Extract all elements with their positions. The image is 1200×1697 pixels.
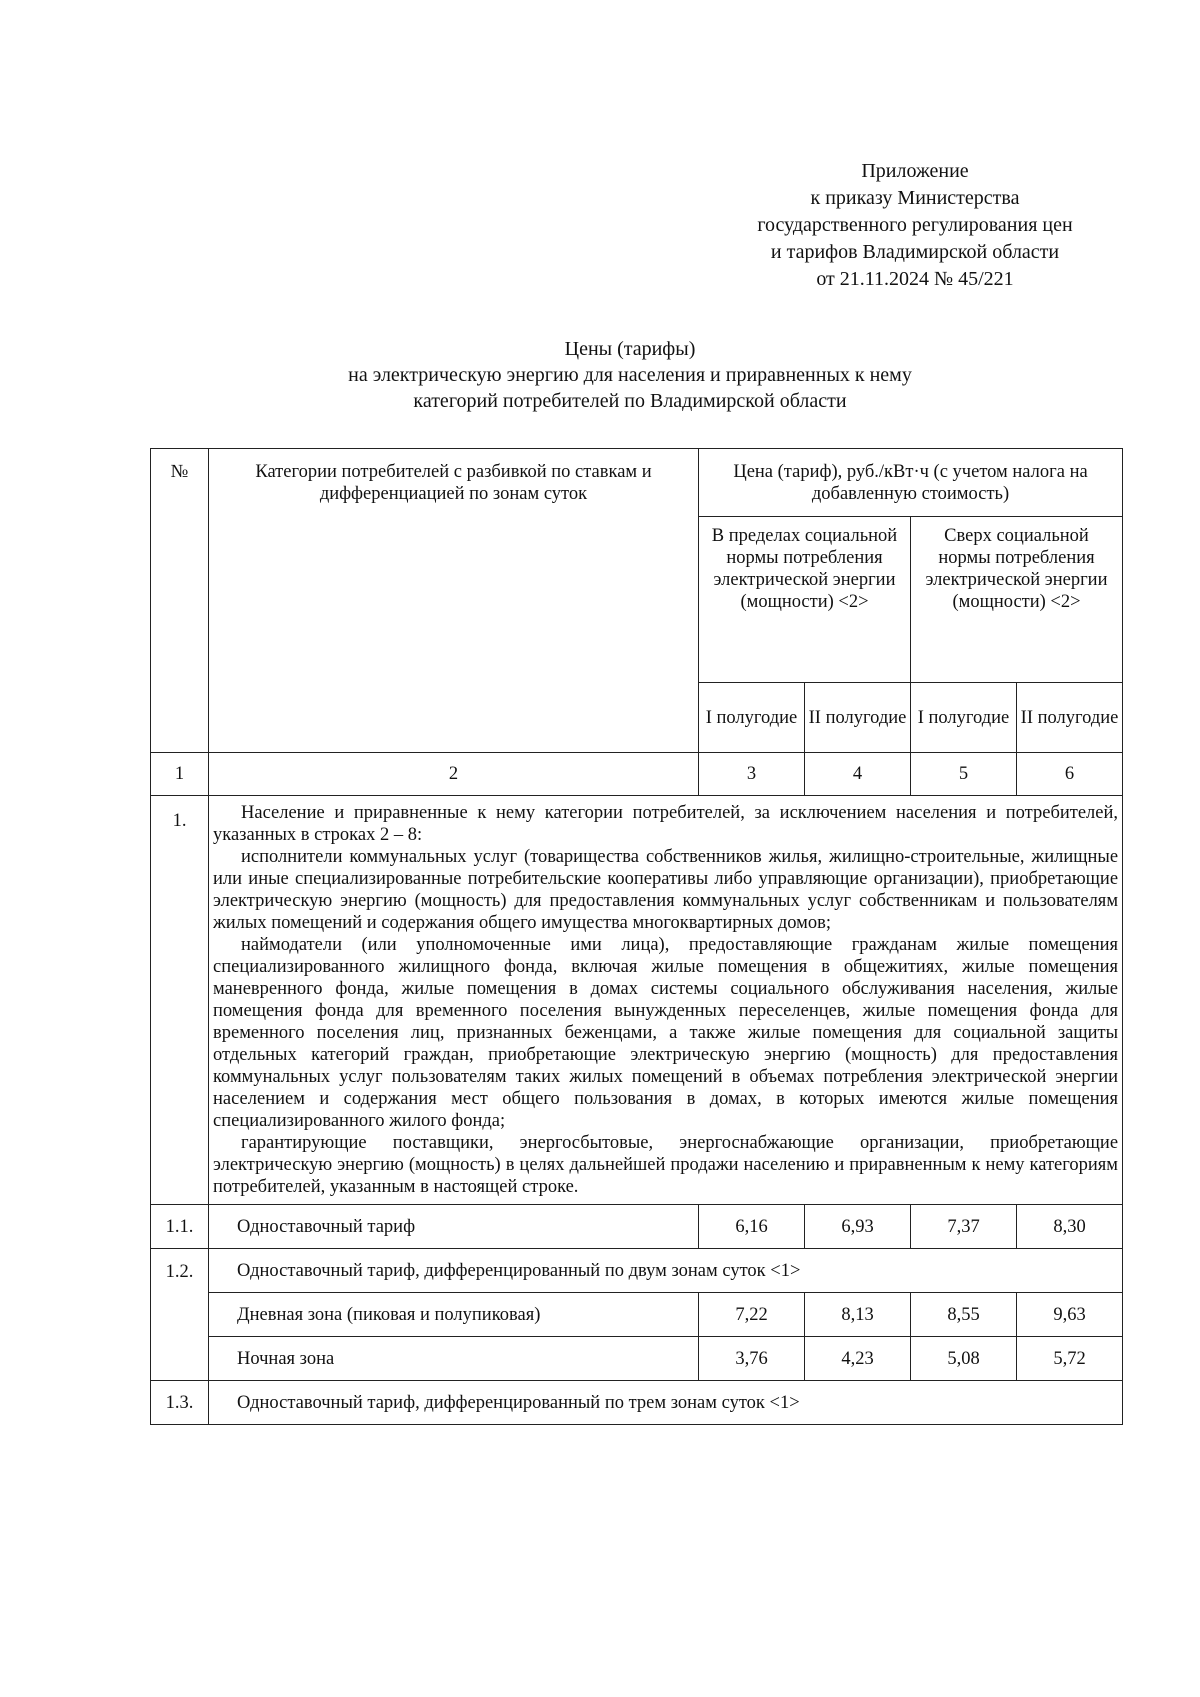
header-half-2: II полугодие	[805, 683, 911, 753]
column-number-row	[151, 753, 1123, 796]
header-num: №	[151, 449, 209, 753]
description-paragraph: наймодатели (или уполномоченные ими лица), предоставляющие гражданам жилые помещения специализированного жилищного фонда, включая жилые помещения в общежитиях, жилые помещения маневренного фонда, жилые помещения в домах системы социального обслуживания населения, жилые помещения фонда для временного поселения вынужденных переселенцев, жилые помещения фонда для временного поселения лиц, признанных беженцами, а также жилые помещения для социальной защиты отдельных категорий граждан, приобретающие электрическую энергию (мощность) для предоставления коммунальных услуг пользователям таких жилых помещений в объемах потребления электрической энергии населением и содержания мест общего пользования в домах, в которых имеются жилые помещения специализированного жилого фонда;	[213, 935, 1119, 1131]
appendix-header	[700, 158, 1130, 293]
column-number: 5	[911, 753, 1017, 796]
appendix-line: от 21.11.2024 № 45/221	[816, 268, 1014, 290]
row-number: 1.2.	[151, 1249, 209, 1381]
table-row	[151, 1381, 1123, 1425]
appendix-line: и тарифов Владимирской области	[770, 241, 1060, 263]
column-number: 3	[699, 753, 805, 796]
description-paragraph: исполнители коммунальных услуг (товарищества собственников жилья, жилищно-строительные, жилищные или иные специализированные потребительские кооперативы либо управляющие организации), приобретающие электрическую энергию (мощность) для предоставления коммунальных услуг собственникам и пользователям жилых помещений и содержания общего имущества многоквартирных домов;	[213, 847, 1119, 933]
title-line: Цены (тарифы)	[564, 338, 696, 360]
document-title	[150, 336, 1110, 414]
description-paragraph: Население и приравненные к нему категории потребителей, за исключением населения и потребителей, указанных в строках 2 – 8:	[213, 803, 1119, 845]
row-label: Одноставочный тариф	[209, 1205, 699, 1249]
tariff-value: 4,23	[805, 1337, 911, 1381]
column-number: 6	[1017, 753, 1123, 796]
tariff-value: 6,16	[699, 1205, 805, 1249]
row-label: Одноставочный тариф, дифференцированный по трем зонам суток <1>	[209, 1381, 1123, 1425]
header-half-2: II полугодие	[1017, 683, 1123, 753]
tariff-value: 5,72	[1017, 1337, 1123, 1381]
column-number: 2	[209, 753, 699, 796]
appendix-line: к приказу Министерства	[810, 187, 1020, 209]
appendix-line: Приложение	[861, 160, 969, 182]
column-number: 1	[151, 753, 209, 796]
title-line: на электрическую энергию для населения и приравненных к нему	[348, 364, 912, 386]
table-row	[151, 796, 1123, 1205]
header-category: Категории потребителей с разбивкой по ставкам и дифференциацией по зонам суток	[209, 449, 699, 753]
title-line: категорий потребителей по Владимирской области	[413, 390, 847, 412]
tariff-value: 8,30	[1017, 1205, 1123, 1249]
tariff-value: 3,76	[699, 1337, 805, 1381]
table-row	[151, 1249, 1123, 1293]
header-above-norm: Сверх социальной нормы потребления электрической энергии (мощности) <2>	[911, 517, 1123, 683]
table-row	[151, 1205, 1123, 1249]
row-description	[209, 796, 1123, 1205]
row-label: Ночная зона	[209, 1337, 699, 1381]
tariff-value: 9,63	[1017, 1293, 1123, 1337]
header-half-1: I полугодие	[699, 683, 805, 753]
table-row	[151, 1293, 1123, 1337]
header-half-1: I полугодие	[911, 683, 1017, 753]
tariff-value: 5,08	[911, 1337, 1017, 1381]
tariff-value: 7,37	[911, 1205, 1017, 1249]
row-number: 1.	[151, 796, 209, 1205]
tariff-value: 7,22	[699, 1293, 805, 1337]
row-label: Дневная зона (пиковая и полупиковая)	[209, 1293, 699, 1337]
row-number: 1.3.	[151, 1381, 209, 1425]
column-number: 4	[805, 753, 911, 796]
description-paragraph: гарантирующие поставщики, энергосбытовые, энергоснабжающие организации, приобретающие электрическую энергию (мощность) в целях дальнейшей продажи населению и приравненным к нему категориям потребителей, указанным в настоящей строке.	[213, 1133, 1119, 1197]
table-row	[151, 1337, 1123, 1381]
tariff-table	[150, 448, 1123, 1425]
tariff-value: 8,13	[805, 1293, 911, 1337]
header-within-norm: В пределах социальной нормы потребления электрической энергии (мощности) <2>	[699, 517, 911, 683]
row-label: Одноставочный тариф, дифференцированный по двум зонам суток <1>	[209, 1249, 1123, 1293]
tariff-value: 8,55	[911, 1293, 1017, 1337]
header-price: Цена (тариф), руб./кВт·ч (с учетом налога на добавленную стоимость)	[699, 449, 1123, 517]
row-number: 1.1.	[151, 1205, 209, 1249]
appendix-line: государственного регулирования цен	[757, 214, 1073, 236]
tariff-value: 6,93	[805, 1205, 911, 1249]
